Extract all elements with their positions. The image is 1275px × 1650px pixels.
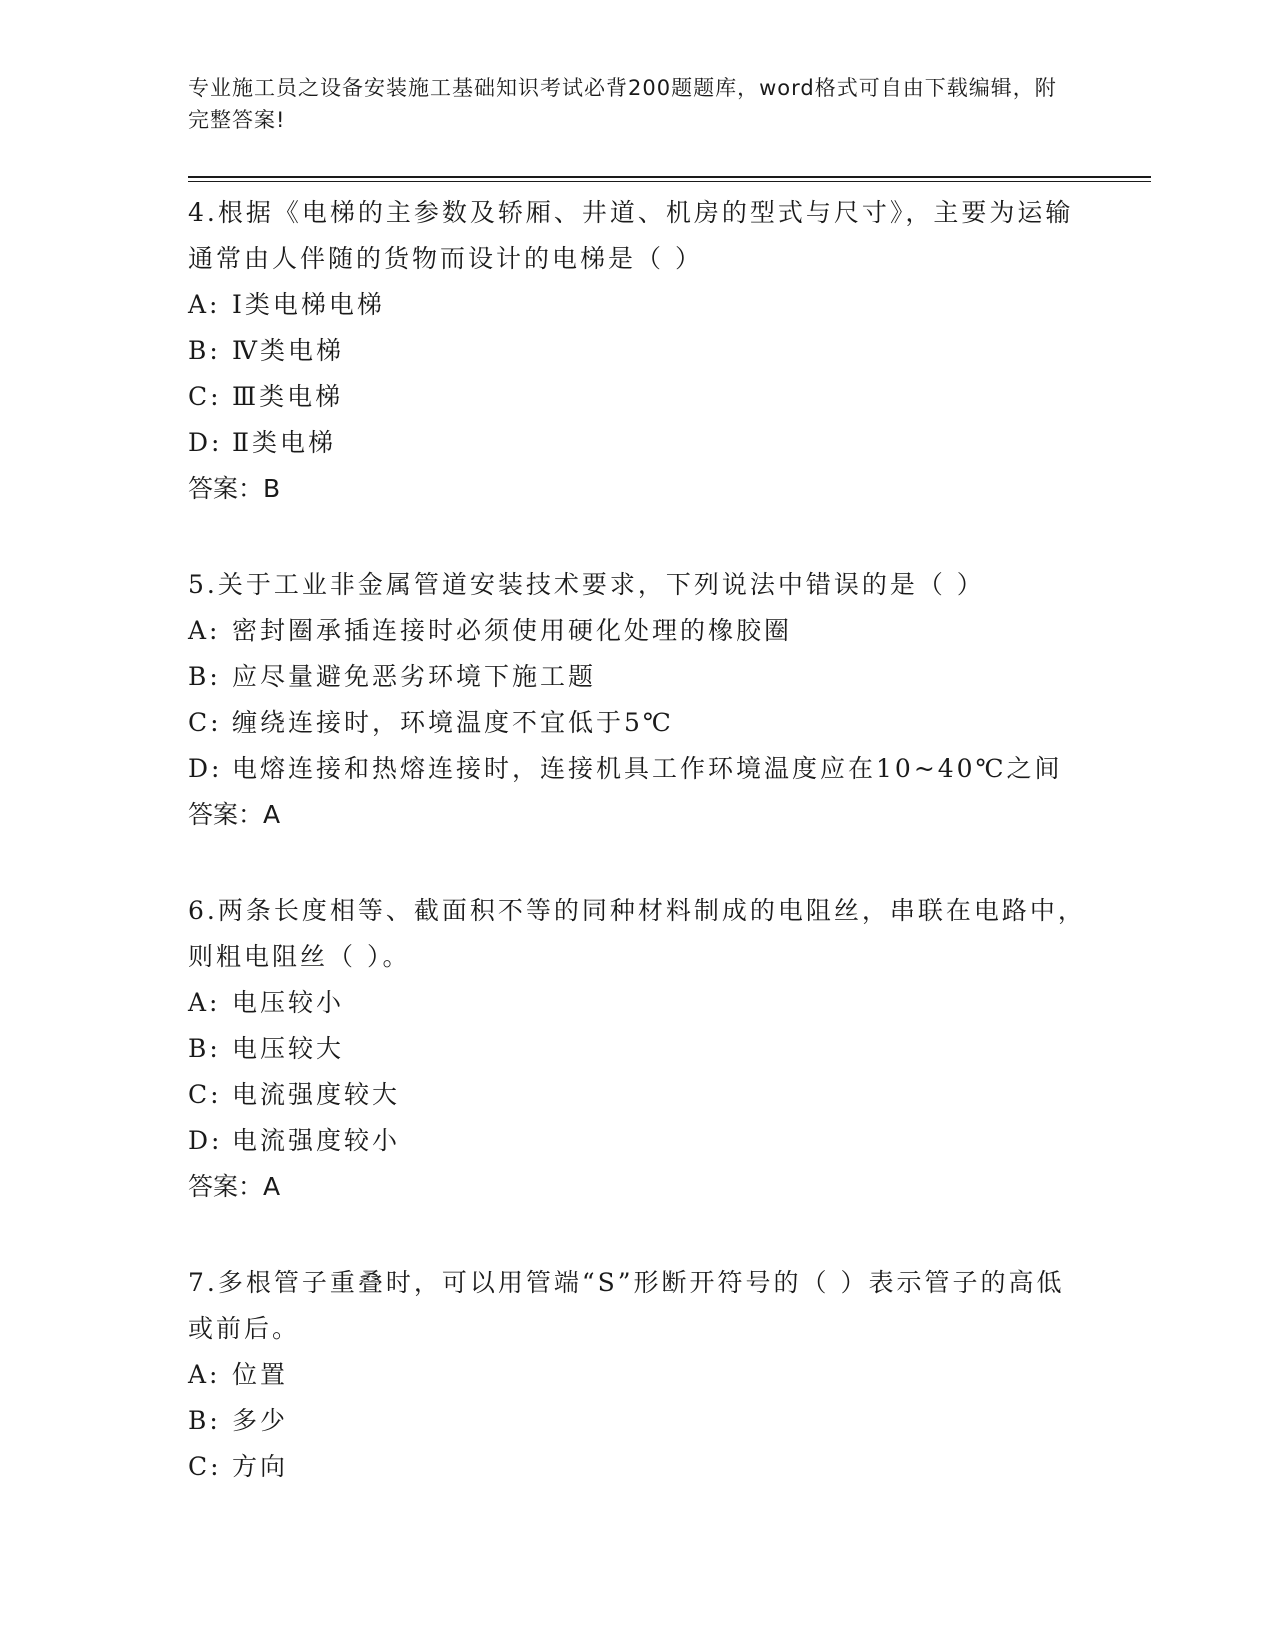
option-key: D: — [188, 428, 223, 457]
option-text: 电流强度较大 — [232, 1080, 401, 1109]
option-c — [188, 1444, 1088, 1490]
option-key: A: — [188, 988, 221, 1017]
option-b — [188, 328, 1088, 374]
option-text: 多少 — [232, 1406, 289, 1435]
option-d — [188, 420, 1088, 466]
option-key: D: — [188, 754, 223, 783]
option-b — [188, 1026, 1088, 1072]
question-stem: 5.关于工业非金属管道安装技术要求，下列说法中错误的是（ ） — [188, 570, 985, 599]
option-text: 缠绕连接时，环境温度不宜低于5℃ — [232, 708, 674, 737]
option-text: Ⅳ类电梯 — [232, 336, 344, 365]
option-b — [188, 1398, 1088, 1444]
option-a — [188, 608, 1088, 654]
option-key: A: — [188, 1360, 221, 1389]
option-text: Ⅱ类电梯 — [232, 428, 336, 457]
option-key: A: — [188, 616, 221, 645]
option-key: B: — [188, 662, 221, 691]
question-4 — [188, 190, 1088, 512]
option-a — [188, 282, 1088, 328]
question-stem: 7.多根管子重叠时，可以用管端“S”形断开符号的（ ）表示管子的高低或前后。 — [188, 1268, 1065, 1343]
option-d — [188, 746, 1088, 792]
option-key: A: — [188, 290, 221, 319]
option-key: D: — [188, 1126, 223, 1155]
question-list — [188, 190, 1088, 1540]
answer: 答案：B — [188, 474, 281, 503]
option-key: B: — [188, 1034, 221, 1063]
question-5 — [188, 562, 1088, 838]
option-text: 应尽量避免恶劣环境下施工题 — [232, 662, 597, 691]
option-text: 电流强度较小 — [232, 1126, 401, 1155]
answer: 答案：A — [188, 800, 281, 829]
question-stem: 4.根据《电梯的主参数及轿厢、井道、机房的型式与尺寸》，主要为运输通常由人伴随的货物而设计的电梯是（ ） — [188, 198, 1074, 273]
page-header: 专业施工员之设备安装施工基础知识考试必背200题题库，word格式可自由下载编辑，附完整答案! — [188, 76, 1057, 132]
option-text: 电熔连接和热熔连接时，连接机具工作环境温度应在10~40℃之间 — [232, 754, 1063, 783]
answer: 答案：A — [188, 1172, 281, 1201]
option-key: B: — [188, 336, 221, 365]
question-stem: 6.两条长度相等、截面积不等的同种材料制成的电阻丝，串联在电路中，则粗电阻丝（ ）。 — [188, 896, 1086, 971]
option-b — [188, 654, 1088, 700]
option-text: Ⅰ类电梯电梯 — [232, 290, 385, 319]
option-text: 位置 — [232, 1360, 289, 1389]
option-d — [188, 1118, 1088, 1164]
option-text: 密封圈承插连接时必须使用硬化处理的橡胶圈 — [232, 616, 793, 645]
option-a — [188, 980, 1088, 1026]
option-text: 方向 — [232, 1452, 289, 1481]
option-c — [188, 700, 1088, 746]
question-6 — [188, 888, 1088, 1210]
option-c — [188, 374, 1088, 420]
header-divider-thin — [188, 181, 1151, 182]
option-text: 电压较小 — [232, 988, 345, 1017]
option-key: C: — [188, 1080, 222, 1109]
option-key: C: — [188, 1452, 222, 1481]
option-text: Ⅲ类电梯 — [232, 382, 344, 411]
question-7 — [188, 1260, 1088, 1490]
option-key: C: — [188, 382, 222, 411]
option-c — [188, 1072, 1088, 1118]
option-a — [188, 1352, 1088, 1398]
option-key: B: — [188, 1406, 221, 1435]
header-divider-thick — [188, 176, 1151, 178]
option-key: C: — [188, 708, 222, 737]
option-text: 电压较大 — [232, 1034, 345, 1063]
